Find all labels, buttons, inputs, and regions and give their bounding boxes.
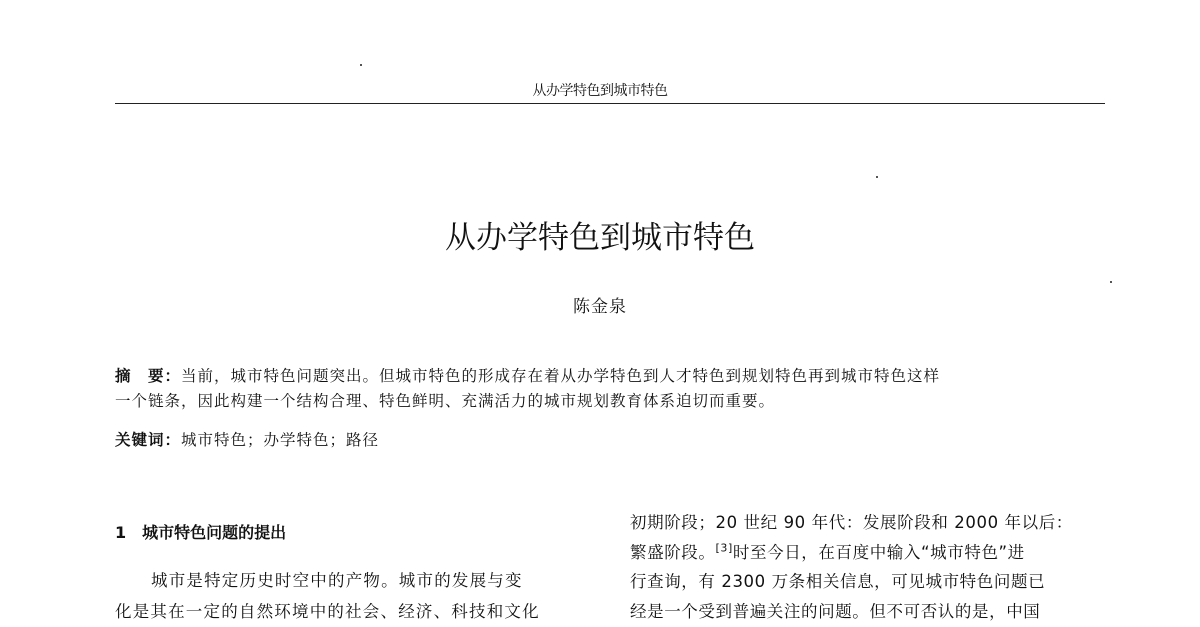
scan-speck [360,64,362,66]
paper-title: 从办学特色到城市特色 [445,220,755,256]
abstract [115,364,1110,414]
section-title: 城市特色问题的提出 [142,523,287,542]
right-paragraph-line-1: 初期阶段；20 世纪 90 年代：发展阶段和 2000 年以后： [630,513,1073,532]
abstract-text-2: 一个链条，因此构建一个结构合理、特色鲜明、充满活力的城市规划教育体系迫切而重要。 [115,392,776,410]
scan-speck [876,176,878,178]
right-paragraph-line-3: 行查询，有 2300 万条相关信息，可见城市特色问题已 [630,572,1046,591]
right-paragraph-line-4: 经是一个受到普遍关注的问题。但不可否认的是，中国 [630,601,1041,621]
author-name: 陈金泉 [573,297,627,317]
right-line-2-rest: 时至今日，在百度中输入“城市特色”进 [732,542,1025,562]
keywords-text: 城市特色；办学特色；路径 [181,431,380,449]
right-paragraph-line-2 [630,538,1110,568]
keywords [115,428,1110,450]
abstract-text-1: 当前，城市特色问题突出。但城市特色的形成存在着从办学特色到人才特色到规划特色再到城市特色这样 [181,367,941,385]
abstract-label: 摘 要： [115,367,182,385]
citation-marker: [3] [715,541,733,554]
abstract-line-1 [115,364,1110,389]
scan-speck [1110,281,1112,283]
right-column [630,508,1110,626]
left-paragraph-line-1: 城市是特定历史时空中的产物。城市的发展与变 [151,571,523,590]
header-rule [115,103,1105,104]
section-number: 1 [115,523,127,542]
keywords-label: 关键词： [115,431,182,449]
section-heading [115,520,286,543]
right-line-2-start: 繁盛阶段。 [630,542,716,562]
left-column [115,565,605,627]
left-paragraph-line-2: 化是其在一定的自然环境中的社会、经济、科技和文化 [115,602,540,621]
running-header: 从办学特色到城市特色 [532,83,668,99]
